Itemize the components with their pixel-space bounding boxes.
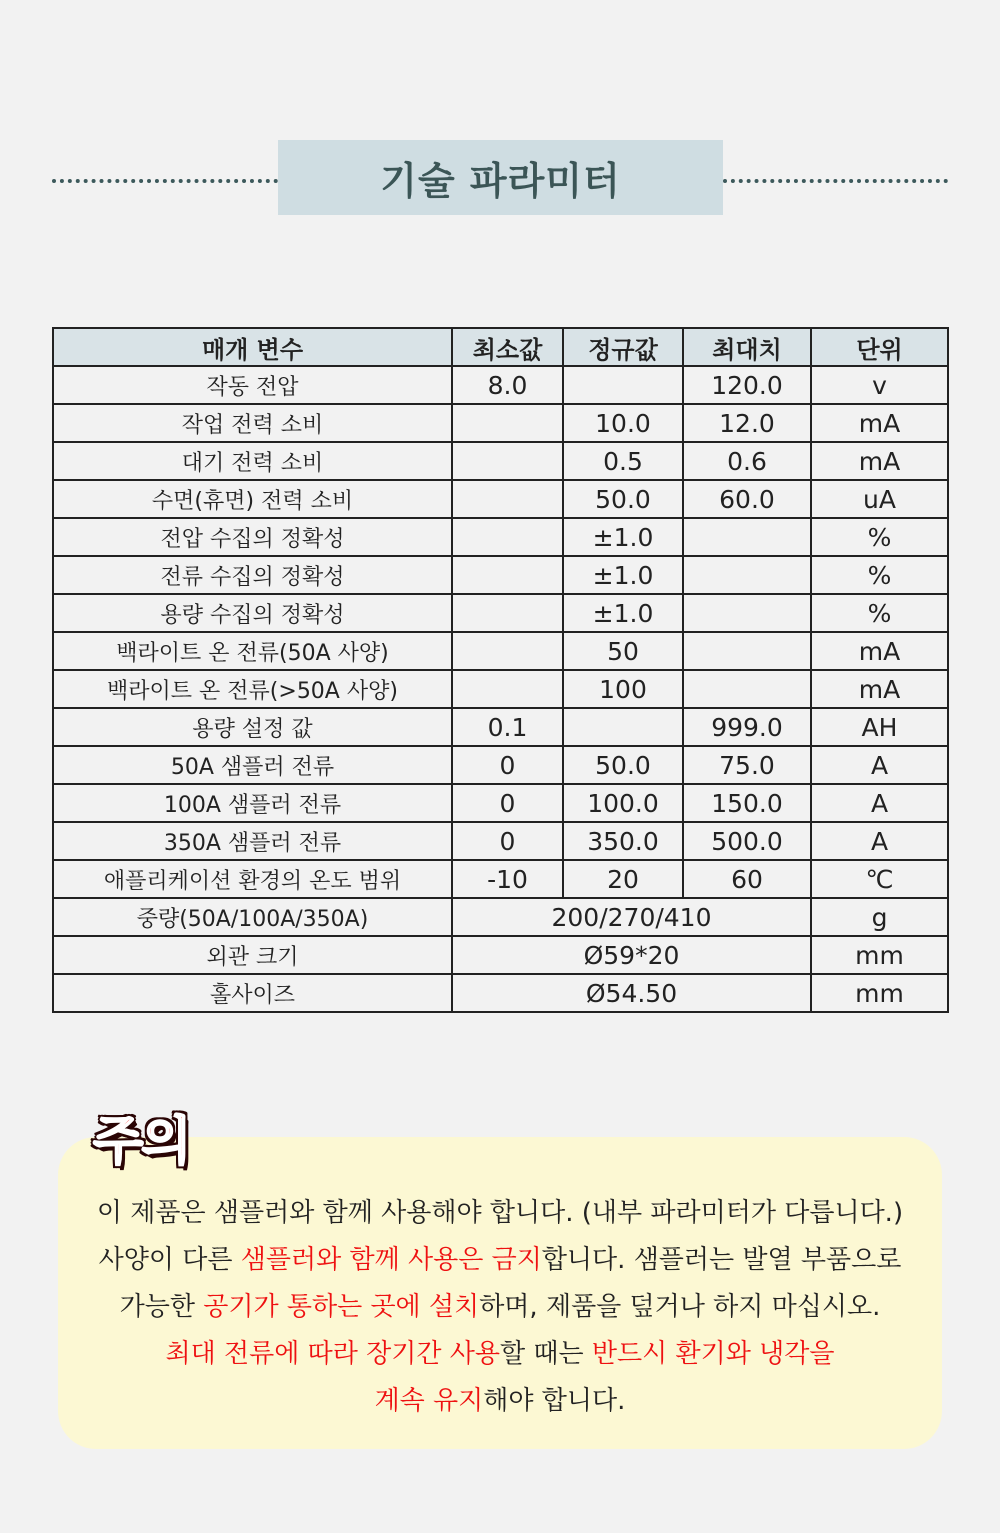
param-max: 120.0 — [683, 366, 811, 404]
param-typ: ±1.0 — [563, 518, 683, 556]
caution-text-plain: 가능한 — [119, 1292, 204, 1322]
param-min: 0 — [452, 746, 563, 784]
param-unit: A — [811, 822, 948, 860]
param-name: 중량(50A/100A/350A) — [53, 898, 452, 936]
param-name: 용량 수집의 정확성 — [53, 594, 452, 632]
param-min: 0.1 — [452, 708, 563, 746]
param-typ: 20 — [563, 860, 683, 898]
caution-title: 주의 — [93, 1112, 190, 1172]
param-unit: % — [811, 518, 948, 556]
param-name: 100A 샘플러 전류 — [53, 784, 452, 822]
param-max: 150.0 — [683, 784, 811, 822]
param-unit: mA — [811, 632, 948, 670]
table-row-merged — [53, 898, 948, 936]
table-row — [53, 366, 948, 404]
table-row — [53, 708, 948, 746]
param-min — [452, 404, 563, 442]
param-min — [452, 518, 563, 556]
param-typ: 350.0 — [563, 822, 683, 860]
table-row — [53, 480, 948, 518]
caution-text — [58, 1190, 942, 1425]
param-unit: AH — [811, 708, 948, 746]
param-max — [683, 594, 811, 632]
param-name: 작업 전력 소비 — [53, 404, 452, 442]
param-min — [452, 556, 563, 594]
table-row — [53, 670, 948, 708]
param-name: 수면(휴면) 전력 소비 — [53, 480, 452, 518]
table-row — [53, 556, 948, 594]
param-name: 50A 샘플러 전류 — [53, 746, 452, 784]
table-row — [53, 746, 948, 784]
param-unit: uA — [811, 480, 948, 518]
caution-text-plain: 합니다. 샘플러는 발열 부품으로 — [541, 1245, 902, 1275]
parameter-table — [52, 327, 949, 1013]
param-min — [452, 670, 563, 708]
param-min — [452, 480, 563, 518]
param-unit: A — [811, 784, 948, 822]
caution-line-4 — [58, 1331, 942, 1378]
param-unit: % — [811, 594, 948, 632]
caution-line-3 — [58, 1284, 942, 1331]
param-unit: mA — [811, 442, 948, 480]
table-row — [53, 860, 948, 898]
param-min: 0 — [452, 822, 563, 860]
param-min — [452, 632, 563, 670]
param-name: 작동 전압 — [53, 366, 452, 404]
param-max — [683, 632, 811, 670]
table-row-merged — [53, 974, 948, 1012]
param-unit: mA — [811, 670, 948, 708]
param-value: Ø54.50 — [452, 974, 811, 1012]
table-row — [53, 822, 948, 860]
param-value: Ø59*20 — [452, 936, 811, 974]
title-banner — [278, 140, 723, 215]
param-max — [683, 556, 811, 594]
param-typ: ±1.0 — [563, 594, 683, 632]
param-name: 전압 수집의 정확성 — [53, 518, 452, 556]
caution-line-5 — [58, 1378, 942, 1425]
table-row — [53, 404, 948, 442]
page-title: 기술 파라미터 — [380, 159, 621, 203]
param-value: 200/270/410 — [452, 898, 811, 936]
param-typ — [563, 366, 683, 404]
param-min — [452, 442, 563, 480]
column-header-min: 최소값 — [452, 328, 563, 366]
header-divider-right — [723, 179, 948, 183]
param-max: 999.0 — [683, 708, 811, 746]
param-unit: mm — [811, 936, 948, 974]
param-max: 0.6 — [683, 442, 811, 480]
param-unit: A — [811, 746, 948, 784]
caution-text-emphasis: 공기가 통하는 곳에 설치 — [203, 1292, 480, 1322]
param-name: 350A 샘플러 전류 — [53, 822, 452, 860]
caution-text-plain: 해야 합니다. — [483, 1386, 626, 1416]
param-max: 60 — [683, 860, 811, 898]
param-typ: 100 — [563, 670, 683, 708]
param-min — [452, 594, 563, 632]
caution-line-1: 이 제품은 샘플러와 함께 사용해야 합니다. (내부 파라미터가 다릅니다.) — [96, 1198, 904, 1228]
table-row — [53, 518, 948, 556]
param-typ: 50.0 — [563, 480, 683, 518]
param-name: 용량 설정 값 — [53, 708, 452, 746]
param-typ: 50 — [563, 632, 683, 670]
param-unit: % — [811, 556, 948, 594]
table-row — [53, 442, 948, 480]
table-row — [53, 784, 948, 822]
param-max: 500.0 — [683, 822, 811, 860]
caution-text-emphasis: 계속 유지 — [374, 1386, 484, 1416]
column-header-parameter: 매개 변수 — [53, 328, 452, 366]
table-row-merged — [53, 936, 948, 974]
param-unit: v — [811, 366, 948, 404]
param-typ: 10.0 — [563, 404, 683, 442]
param-max: 75.0 — [683, 746, 811, 784]
caution-text-emphasis: 최대 전류에 따라 장기간 사용 — [165, 1339, 500, 1369]
param-name: 애플리케이션 환경의 온도 범위 — [53, 860, 452, 898]
caution-text-plain: 할 때는 — [499, 1339, 592, 1369]
param-max — [683, 518, 811, 556]
column-header-unit: 단위 — [811, 328, 948, 366]
caution-text-plain: 사양이 다른 — [98, 1245, 241, 1275]
column-header-max: 최대치 — [683, 328, 811, 366]
header-divider-left — [52, 179, 278, 183]
param-name: 대기 전력 소비 — [53, 442, 452, 480]
param-max: 60.0 — [683, 480, 811, 518]
param-min: 8.0 — [452, 366, 563, 404]
param-max: 12.0 — [683, 404, 811, 442]
param-min: 0 — [452, 784, 563, 822]
param-typ — [563, 708, 683, 746]
table-row — [53, 632, 948, 670]
param-typ: ±1.0 — [563, 556, 683, 594]
param-typ: 0.5 — [563, 442, 683, 480]
param-name: 외관 크기 — [53, 936, 452, 974]
param-unit: mm — [811, 974, 948, 1012]
table-header-row — [53, 328, 948, 366]
param-unit: mA — [811, 404, 948, 442]
table-row — [53, 594, 948, 632]
param-name: 전류 수집의 정확성 — [53, 556, 452, 594]
param-typ: 50.0 — [563, 746, 683, 784]
param-min: -10 — [452, 860, 563, 898]
param-name: 홀사이즈 — [53, 974, 452, 1012]
param-unit: g — [811, 898, 948, 936]
caution-text-plain: 하며, 제품을 덮거나 하지 마십시오. — [479, 1292, 881, 1322]
column-header-typical: 정규값 — [563, 328, 683, 366]
param-typ: 100.0 — [563, 784, 683, 822]
param-max — [683, 670, 811, 708]
param-unit: ℃ — [811, 860, 948, 898]
caution-text-emphasis: 샘플러와 함께 사용은 금지 — [240, 1245, 542, 1275]
param-name: 백라이트 온 전류(>50A 사양) — [53, 670, 452, 708]
caution-line-2 — [58, 1237, 942, 1284]
param-name: 백라이트 온 전류(50A 사양) — [53, 632, 452, 670]
caution-text-emphasis: 반드시 환기와 냉각을 — [591, 1339, 835, 1369]
